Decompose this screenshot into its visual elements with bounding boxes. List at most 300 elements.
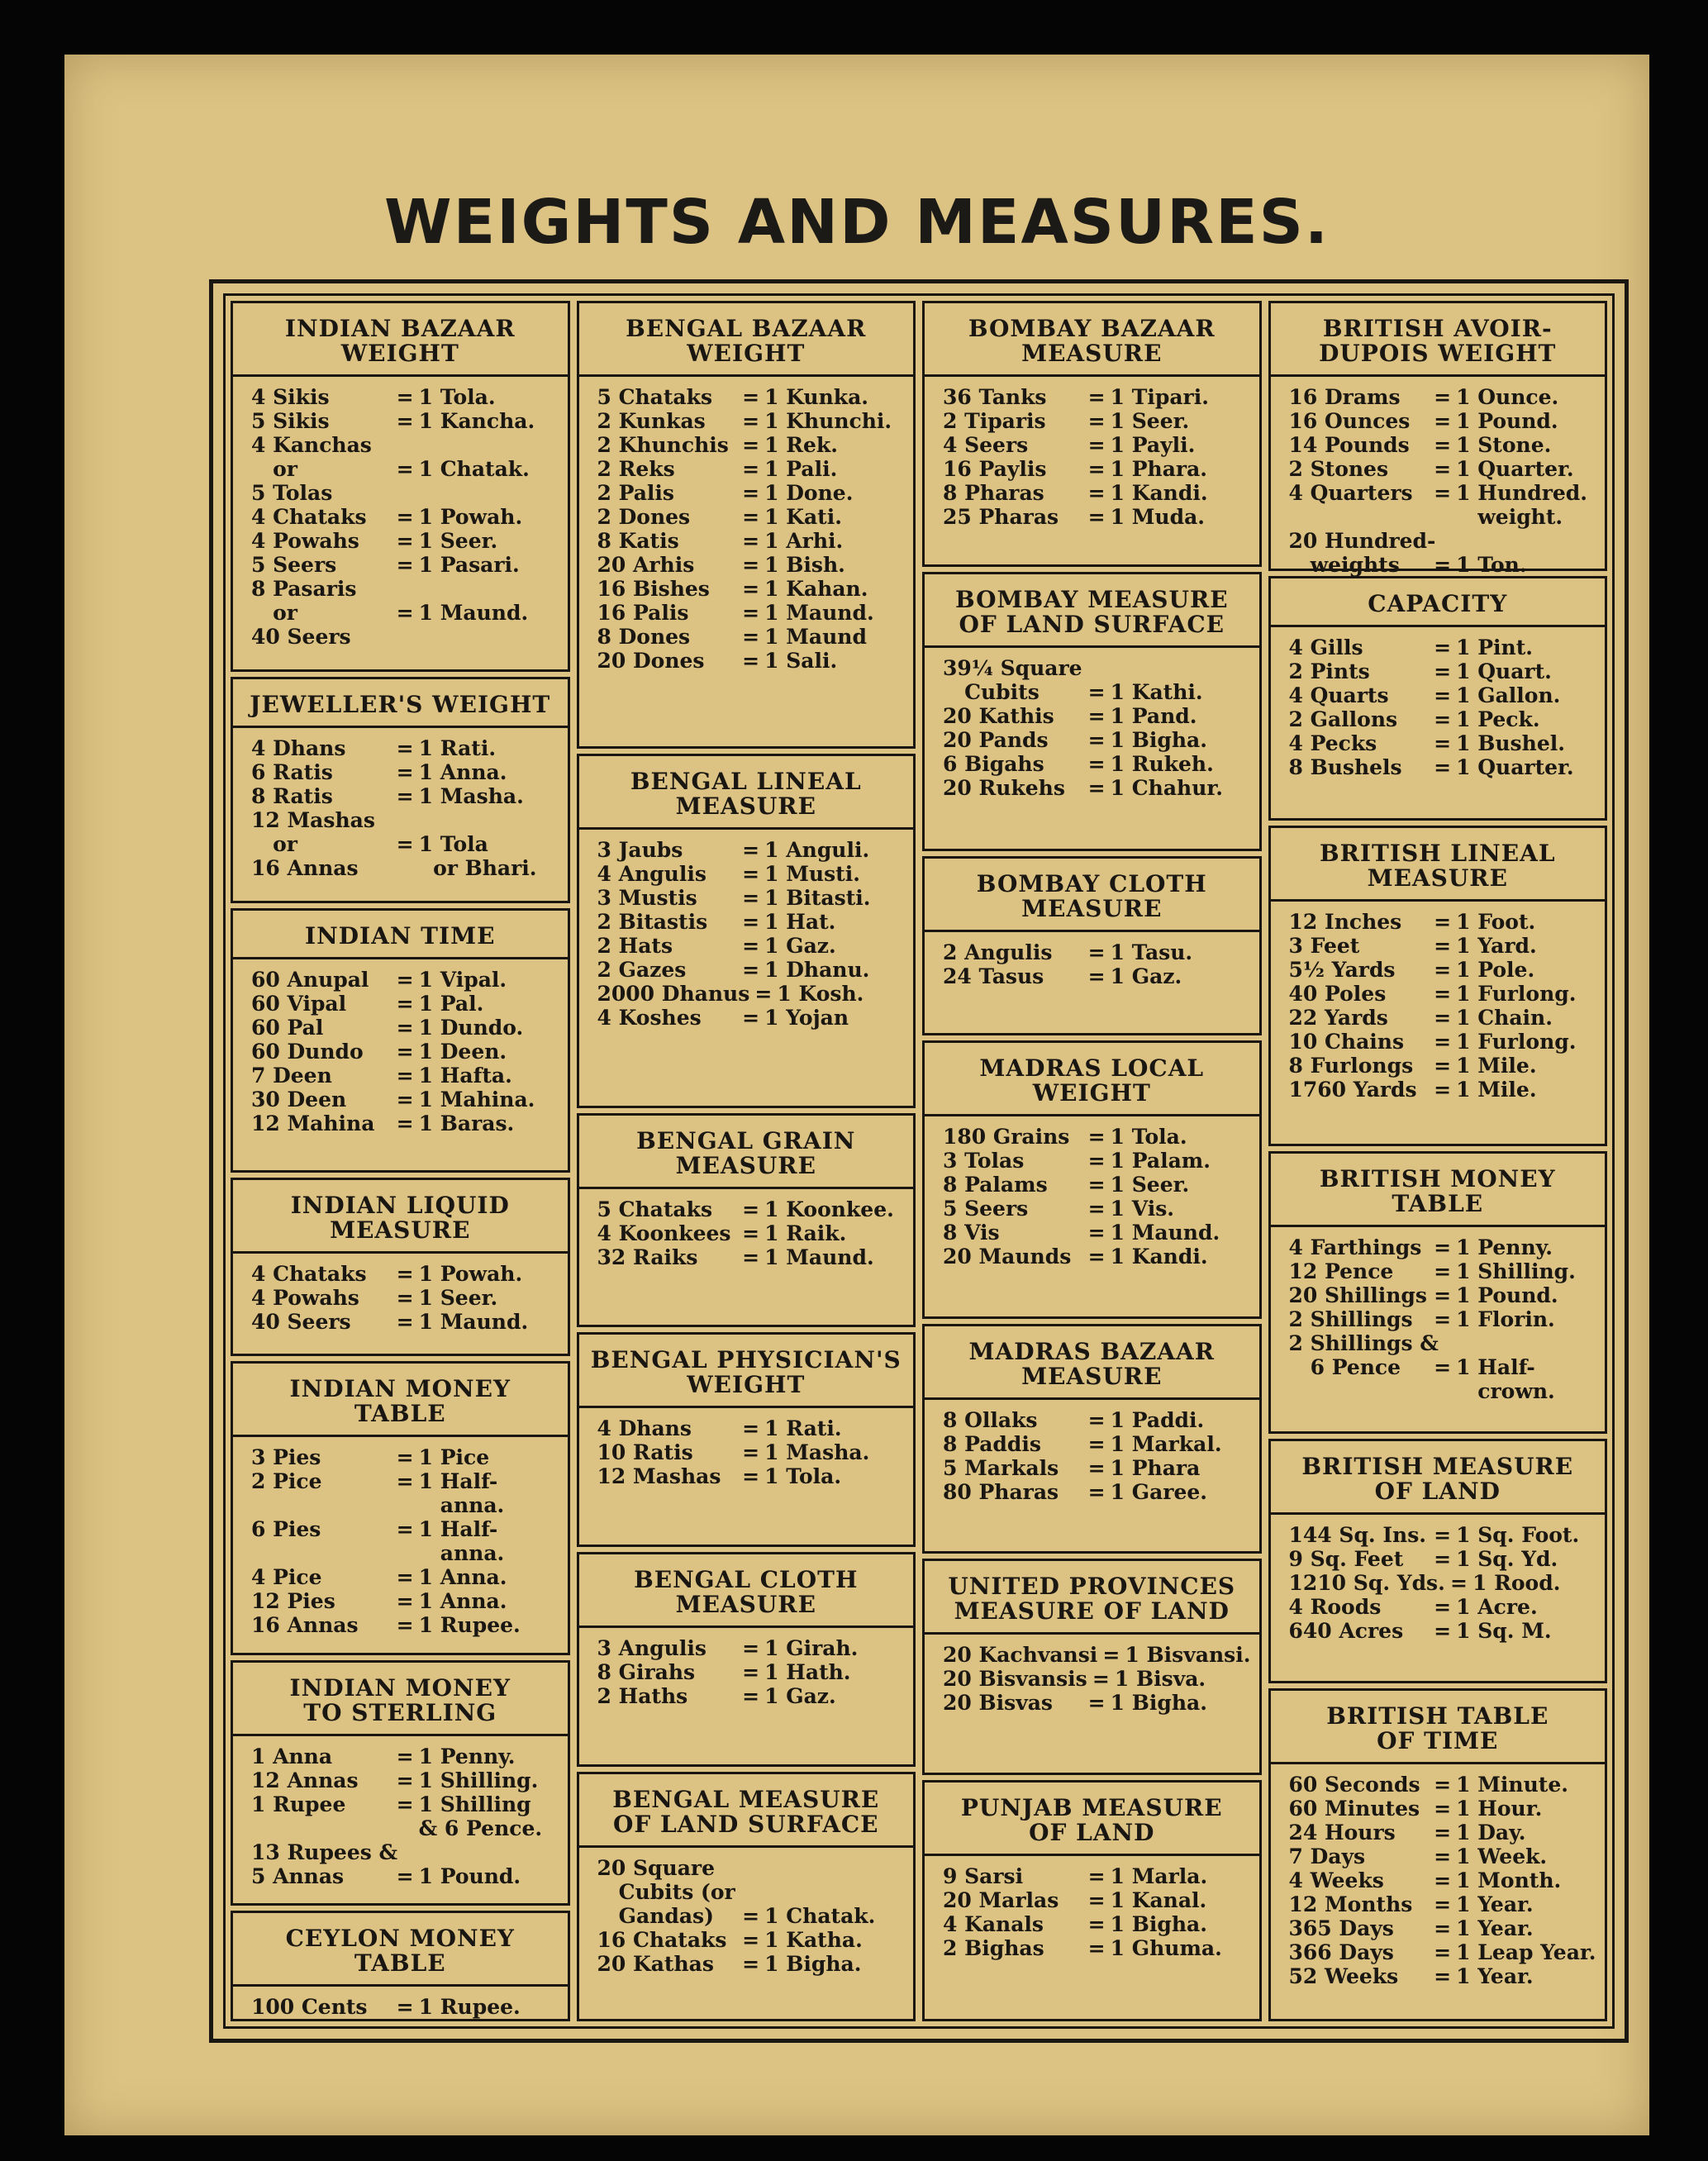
section-body xyxy=(925,932,1259,1033)
conversion-row xyxy=(251,1745,556,1768)
equals-sign: = xyxy=(1434,1868,1452,1892)
equivalent-text: 1 Sq. M. xyxy=(1456,1618,1552,1643)
equivalent-text: & 6 Pence. xyxy=(418,1816,543,1840)
conversion-row xyxy=(597,1464,902,1488)
conversion-row xyxy=(1289,910,1594,934)
equals-sign: = xyxy=(1434,1235,1452,1259)
section-heading: BRITISH AVOIR- DUPOIS WEIGHT xyxy=(1271,303,1606,377)
equals-sign xyxy=(1429,1379,1456,1403)
equivalent-text: 1 Half- xyxy=(418,1469,498,1494)
equals-sign: = xyxy=(1434,433,1452,457)
quantity-text: 5 Seers xyxy=(943,1196,1029,1221)
equals-sign: = xyxy=(396,1768,414,1792)
equivalent-text: 1 Chain. xyxy=(1456,1005,1553,1030)
quantity-text: 5 Tolas xyxy=(251,481,333,505)
section-body xyxy=(1271,627,1606,818)
equivalent-text: 1 Shilling xyxy=(418,1792,531,1816)
equals-sign: = xyxy=(1434,1053,1452,1078)
conversion-row xyxy=(597,910,902,934)
quantity-text: 13 Rupees & xyxy=(251,1840,398,1864)
equivalent-text: 1 Acre. xyxy=(1456,1594,1538,1619)
conversion-row xyxy=(597,481,902,505)
equivalent-text: 1 Garee. xyxy=(1110,1480,1207,1505)
quantity-text: 12 Months xyxy=(1288,1892,1413,1916)
equivalent-text: 1 Bitasti. xyxy=(764,885,871,910)
measure-section xyxy=(231,908,570,1173)
equals-sign: = xyxy=(1087,1124,1106,1149)
equals-sign: = xyxy=(396,1565,414,1590)
equals-sign: = xyxy=(742,837,760,862)
section-body xyxy=(233,728,568,901)
conversion-row xyxy=(597,1952,902,1976)
equals-sign: = xyxy=(1434,659,1452,683)
equals-sign: = xyxy=(742,553,760,577)
equals-sign: = xyxy=(1087,457,1106,481)
measure-section xyxy=(231,1178,570,1356)
measure-section xyxy=(231,1361,570,1655)
quantity-text: 1 Anna xyxy=(251,1744,333,1768)
equivalent-text: 1 Phara. xyxy=(1110,457,1208,481)
conversion-row xyxy=(1289,1595,1594,1619)
conversion-row xyxy=(943,409,1248,433)
equals-sign: = xyxy=(742,433,760,457)
equals-sign: = xyxy=(742,601,760,625)
quantity-text: 3 Angulis xyxy=(597,1636,707,1661)
equals-sign: = xyxy=(742,885,760,910)
equals-sign: = xyxy=(396,1864,414,1888)
equals-sign: = xyxy=(1087,481,1106,505)
equals-sign: = xyxy=(1434,754,1452,779)
equivalent-text: 1 Kunka. xyxy=(764,385,869,409)
conversion-row xyxy=(251,1262,556,1286)
equivalent-text: 1 Minute. xyxy=(1456,1772,1568,1797)
equals-sign: = xyxy=(1087,1148,1106,1173)
quantity-text: 2 Hats xyxy=(597,933,673,958)
conversion-row xyxy=(943,704,1248,728)
section-heading: BRITISH MONEY TABLE xyxy=(1271,1154,1606,1227)
quantity-text: 7 Days xyxy=(1288,1844,1366,1868)
conversion-row xyxy=(597,1440,902,1464)
equivalent-text: 1 Anna. xyxy=(418,1565,507,1590)
conversion-row xyxy=(251,1565,556,1589)
equivalent-text: 1 Year. xyxy=(1456,1916,1534,1940)
equals-sign xyxy=(737,1856,764,1880)
conversion-row xyxy=(943,481,1248,505)
quantity-text: Gandas) xyxy=(597,1903,714,1928)
quantity-text: 12 Pies xyxy=(251,1589,335,1614)
conversion-row xyxy=(597,862,902,886)
conversion-row xyxy=(251,1864,556,1888)
section-body xyxy=(1271,377,1606,583)
quantity-text: 366 Days xyxy=(1288,1940,1394,1964)
equivalent-text: 1 Kathi. xyxy=(1110,680,1203,705)
quantity-text: 2 Gazes xyxy=(597,957,687,982)
equivalent-text: 1 Kahan. xyxy=(764,577,868,601)
equivalent-text: anna. xyxy=(418,1493,505,1518)
equals-sign: = xyxy=(1434,553,1452,577)
conversion-row xyxy=(251,784,556,808)
equivalent-text xyxy=(1111,656,1248,680)
equivalent-text: 1 Kandi. xyxy=(1110,481,1208,505)
equivalent-text: 1 Masha. xyxy=(418,783,524,808)
table-inner-frame xyxy=(223,293,1615,2029)
equals-sign: = xyxy=(742,1197,760,1221)
equivalent-text: 1 Ton. xyxy=(1456,553,1527,577)
equals-sign: = xyxy=(1434,1618,1452,1643)
equals-sign: = xyxy=(1087,1864,1106,1888)
conversion-row xyxy=(943,457,1248,481)
quantity-text: 4 Quarters xyxy=(1288,481,1413,505)
conversion-row xyxy=(251,1613,556,1637)
equivalent-text: 1 Rood. xyxy=(1472,1570,1561,1595)
equivalent-text xyxy=(764,1880,902,1904)
equals-sign: = xyxy=(742,909,760,934)
equals-sign xyxy=(1435,529,1463,553)
quantity-text: 4 Powahs xyxy=(251,1286,359,1311)
equals-sign: = xyxy=(1434,409,1452,433)
quantity-text: 4 Gills xyxy=(1288,635,1363,659)
conversion-row xyxy=(1289,1259,1594,1283)
quantity-text: 7 Deen xyxy=(251,1063,332,1088)
conversion-row xyxy=(1289,1619,1594,1643)
equivalent-text: 1 Anna. xyxy=(418,759,507,784)
section-body xyxy=(1271,1515,1606,1681)
conversion-row xyxy=(251,385,556,409)
quantity-text: 20 Pands xyxy=(943,728,1049,753)
section-heading: INDIAN MONEY TO STERLING xyxy=(233,1663,568,1736)
quantity-text: 8 Pasaris xyxy=(251,577,357,601)
equals-sign: = xyxy=(754,981,773,1006)
equals-sign xyxy=(1083,656,1111,680)
quantity-text: or xyxy=(251,831,297,856)
equals-sign: = xyxy=(742,625,760,649)
conversion-row xyxy=(1289,1078,1594,1102)
equivalent-text: 1 Penny. xyxy=(418,1744,516,1768)
equals-sign: = xyxy=(1087,1911,1106,1936)
quantity-text: 5 Sikis xyxy=(251,409,330,433)
page-title: WEIGHTS AND MEASURES. xyxy=(383,187,1330,258)
section-body xyxy=(233,959,568,1171)
conversion-row xyxy=(1289,1868,1594,1892)
section-heading: BENGAL LINEAL MEASURE xyxy=(579,756,914,830)
conversion-row xyxy=(251,1541,556,1565)
equals-sign: = xyxy=(1087,1220,1106,1245)
quantity-text: 60 Vipal xyxy=(251,991,347,1016)
equivalent-text: 1 Hat. xyxy=(764,909,836,934)
quantity-text: 60 Minutes xyxy=(1288,1796,1420,1821)
equivalent-text: 1 Marla. xyxy=(1110,1864,1208,1888)
conversion-row xyxy=(1289,683,1594,707)
conversion-row xyxy=(597,1904,902,1928)
equivalent-text: 1 Baras. xyxy=(418,1111,515,1135)
equals-sign: = xyxy=(742,1951,760,1976)
equivalent-text: 1 Yard. xyxy=(1456,933,1537,958)
quantity-text: 4 Seers xyxy=(943,433,1029,457)
quantity-text: 60 Pal xyxy=(251,1015,324,1040)
equivalent-text: 1 Rukeh. xyxy=(1110,752,1214,777)
equals-sign: = xyxy=(1087,752,1106,777)
equals-sign: = xyxy=(1092,1666,1110,1691)
conversion-row xyxy=(943,1888,1248,1912)
conversion-row xyxy=(251,856,556,880)
measure-section xyxy=(577,754,916,1108)
equals-sign: = xyxy=(742,1416,760,1441)
equivalent-text: anna. xyxy=(418,1541,505,1566)
equals-sign xyxy=(392,856,419,880)
equivalent-text: 1 Penny. xyxy=(1456,1235,1553,1259)
equals-sign xyxy=(392,481,419,505)
quantity-text: 25 Pharas xyxy=(943,505,1059,529)
conversion-row xyxy=(943,433,1248,457)
conversion-row xyxy=(597,1197,902,1221)
equals-sign: = xyxy=(1434,1307,1452,1331)
equivalent-text: 1 Hath. xyxy=(764,1660,851,1685)
equivalent-text: 1 Mahina. xyxy=(418,1087,535,1111)
equals-sign: = xyxy=(396,1310,414,1335)
equivalent-text xyxy=(419,808,556,832)
quantity-text: 2 Haths xyxy=(597,1684,688,1709)
equals-sign xyxy=(392,1493,419,1517)
quantity-text: 2 Kunkas xyxy=(597,409,706,433)
section-body xyxy=(925,1116,1259,1316)
conversion-row xyxy=(597,1660,902,1684)
equals-sign: = xyxy=(742,1927,760,1952)
quantity-text: 14 Pounds xyxy=(1288,433,1410,457)
quantity-text: 20 Kathis xyxy=(943,704,1054,729)
equivalent-text: 1 Anguli. xyxy=(764,837,870,862)
equals-sign: = xyxy=(742,1245,760,1269)
equivalent-text: 1 Tola. xyxy=(1110,1124,1187,1149)
equivalent-text: weight. xyxy=(1456,505,1563,529)
conversion-row xyxy=(597,649,902,673)
equals-sign: = xyxy=(396,529,414,553)
equals-sign: = xyxy=(1434,481,1452,505)
conversion-row xyxy=(1289,1797,1594,1821)
conversion-row xyxy=(1289,481,1594,505)
equivalent-text: 1 Seer. xyxy=(1110,1172,1190,1197)
quantity-text: 8 Girahs xyxy=(597,1660,696,1685)
conversion-row xyxy=(943,940,1248,964)
quantity-text: 4 Chataks xyxy=(251,505,367,529)
conversion-row xyxy=(943,1642,1251,1667)
quantity-text: weights xyxy=(1288,553,1400,577)
measure-section xyxy=(577,1552,916,1767)
equivalent-text: 1 Pound. xyxy=(418,1864,521,1888)
equals-sign: = xyxy=(742,1221,760,1245)
conversion-row xyxy=(251,1286,556,1310)
equivalent-text: 1 Muda. xyxy=(1110,505,1205,529)
conversion-row xyxy=(597,601,902,625)
section-body xyxy=(233,1254,568,1354)
quantity-text: 4 Koshes xyxy=(597,1005,702,1030)
equivalent-text: 1 Seer. xyxy=(1110,409,1190,433)
section-body xyxy=(925,1635,1259,1773)
equals-sign: = xyxy=(1087,1196,1106,1221)
equivalent-text: 1 Pound. xyxy=(1456,1283,1558,1307)
equivalent-text: 1 Koonkee. xyxy=(764,1197,894,1221)
equivalent-text: 1 Maund. xyxy=(1110,1220,1220,1245)
conversion-row xyxy=(1289,1940,1594,1964)
equivalent-text: 1 Maund xyxy=(764,625,867,649)
quantity-text: 2 Bighas xyxy=(943,1935,1044,1960)
conversion-row xyxy=(597,1221,902,1245)
conversion-row xyxy=(1289,1844,1594,1868)
section-heading: BRITISH MEASURE OF LAND xyxy=(1271,1441,1606,1515)
section-body xyxy=(233,1987,568,2025)
equivalent-text: 1 Tipari. xyxy=(1110,385,1209,409)
quantity-text: 12 Annas xyxy=(251,1768,359,1792)
quantity-text: 1 Rupee xyxy=(251,1792,346,1816)
quantity-text: 60 Seconds xyxy=(1288,1772,1420,1797)
conversion-row xyxy=(943,1173,1248,1197)
equals-sign xyxy=(392,625,419,649)
equivalent-text: 1 Week. xyxy=(1456,1844,1548,1868)
equals-sign: = xyxy=(742,933,760,958)
equals-sign: = xyxy=(396,735,414,760)
section-body xyxy=(233,1437,568,1653)
equivalent-text: 1 Musti. xyxy=(764,861,860,886)
conversion-row xyxy=(251,433,556,457)
equals-sign: = xyxy=(396,831,414,856)
quantity-text: 10 Ratis xyxy=(597,1440,693,1465)
conversion-row xyxy=(1289,635,1594,659)
quantity-text: 16 Drams xyxy=(1288,385,1401,409)
measure-section xyxy=(1268,576,1608,821)
quantity-text: 144 Sq. Ins. xyxy=(1288,1522,1426,1547)
equals-sign: = xyxy=(742,385,760,409)
quantity-text: 12 Pence xyxy=(1288,1259,1394,1283)
conversion-row xyxy=(1289,1821,1594,1844)
table-column xyxy=(577,301,916,2021)
quantity-text: 16 Ounces xyxy=(1288,409,1411,433)
equivalent-text: 1 Shilling. xyxy=(418,1768,539,1792)
conversion-row xyxy=(251,481,556,505)
conversion-row xyxy=(597,1636,902,1660)
equivalent-text: 1 Khunchi. xyxy=(764,409,892,433)
equivalent-text: 1 Bisva. xyxy=(1114,1666,1206,1691)
equivalent-text: 1 Rupee. xyxy=(418,1613,521,1638)
equals-sign xyxy=(1429,505,1456,529)
quantity-text: 5 Chataks xyxy=(597,385,713,409)
equals-sign: = xyxy=(1087,704,1106,729)
equivalent-text: 1 Bish. xyxy=(764,553,845,577)
quantity-text xyxy=(251,1816,392,1840)
conversion-row xyxy=(943,1480,1248,1504)
conversion-row xyxy=(1289,1307,1594,1331)
quantity-text: 4 Quarts xyxy=(1288,683,1389,707)
section-heading: BENGAL GRAIN MEASURE xyxy=(579,1116,914,1189)
quantity-text: 2 Tiparis xyxy=(943,409,1046,433)
quantity-text: 40 Poles xyxy=(1288,981,1387,1006)
section-heading: JEWELLER'S WEIGHT xyxy=(233,679,568,728)
table-column xyxy=(922,301,1262,2021)
conversion-row xyxy=(597,505,902,529)
quantity-text: 39¼ Square xyxy=(943,656,1082,681)
equals-sign: = xyxy=(742,577,760,601)
quantity-text: 4 Roods xyxy=(1288,1594,1382,1619)
equals-sign: = xyxy=(742,481,760,505)
conversion-row xyxy=(943,776,1248,800)
quantity-text: 36 Tanks xyxy=(943,385,1047,409)
section-heading: BRITISH LINEAL MEASURE xyxy=(1271,828,1606,902)
conversion-row xyxy=(1289,1773,1594,1797)
equivalent-text: 1 Ounce. xyxy=(1456,385,1559,409)
equals-sign: = xyxy=(1434,909,1452,934)
equals-sign: = xyxy=(742,1005,760,1030)
equals-sign: = xyxy=(396,1445,414,1470)
quantity-text: 2000 Dhanus xyxy=(597,981,750,1006)
equivalent-text: 1 Dhanu. xyxy=(764,957,870,982)
equals-sign xyxy=(737,1880,764,1904)
equals-sign: = xyxy=(396,553,414,577)
equals-sign: = xyxy=(1434,1796,1452,1821)
conversion-row xyxy=(943,1125,1248,1149)
table-column xyxy=(1268,301,1608,2021)
equivalent-text: 1 Tola xyxy=(418,831,488,856)
quantity-text: 24 Hours xyxy=(1288,1820,1396,1844)
quantity-text: 5 Annas xyxy=(251,1864,345,1888)
equivalent-text: 1 Florin. xyxy=(1456,1307,1555,1331)
quantity-text: 3 Pies xyxy=(251,1445,321,1470)
equals-sign: = xyxy=(1434,457,1452,481)
equals-sign xyxy=(392,808,419,832)
conversion-row xyxy=(251,1493,556,1517)
measure-section xyxy=(1268,826,1608,1146)
quantity-text: 20 Square xyxy=(597,1855,715,1880)
conversion-row xyxy=(597,1856,902,1880)
equals-sign xyxy=(392,433,419,457)
quantity-text: 8 Bushels xyxy=(1288,754,1402,779)
equals-sign: = xyxy=(1434,1005,1452,1030)
conversion-row xyxy=(251,553,556,577)
section-heading: INDIAN LIQUID MEASURE xyxy=(233,1180,568,1254)
conversion-row xyxy=(1289,1235,1594,1259)
quantity-text: 5 Markals xyxy=(943,1456,1059,1481)
quantity-text: 60 Dundo xyxy=(251,1039,364,1064)
conversion-row xyxy=(251,1310,556,1334)
equivalent-text: 1 Shilling. xyxy=(1456,1259,1576,1283)
equals-sign: = xyxy=(1434,957,1452,982)
equals-sign: = xyxy=(1087,1935,1106,1960)
quantity-text: 20 Bisvas xyxy=(943,1690,1053,1715)
equals-sign: = xyxy=(1087,1887,1106,1912)
conversion-row xyxy=(597,934,902,958)
equals-sign: = xyxy=(396,1517,414,1542)
equivalent-text: 1 Kancha. xyxy=(418,409,535,433)
conversion-row xyxy=(1289,433,1594,457)
conversion-row xyxy=(1289,1054,1594,1078)
measure-section xyxy=(577,1332,916,1547)
equivalent-text: 1 Maund. xyxy=(418,601,529,625)
quantity-text: 8 Dones xyxy=(597,625,691,649)
quantity-text xyxy=(251,1541,392,1565)
equals-sign: = xyxy=(1434,1820,1452,1844)
equivalent-text xyxy=(1463,529,1593,553)
measure-section xyxy=(577,301,916,749)
measure-section xyxy=(922,301,1262,567)
measure-section xyxy=(1268,1688,1608,2021)
quantity-text: 6 Bigahs xyxy=(943,752,1044,777)
section-heading: BRITISH TABLE OF TIME xyxy=(1271,1691,1606,1764)
equals-sign: = xyxy=(1434,933,1452,958)
section-body xyxy=(1271,1227,1606,1431)
equals-sign: = xyxy=(1087,1456,1106,1481)
equivalent-text: 1 Kandi. xyxy=(1110,1244,1208,1269)
equivalent-text: 1 Chahur. xyxy=(1110,776,1223,801)
section-heading: UNITED PROVINCES MEASURE OF LAND xyxy=(925,1561,1259,1635)
conversion-row xyxy=(597,886,902,910)
equals-sign: = xyxy=(1434,1283,1452,1307)
